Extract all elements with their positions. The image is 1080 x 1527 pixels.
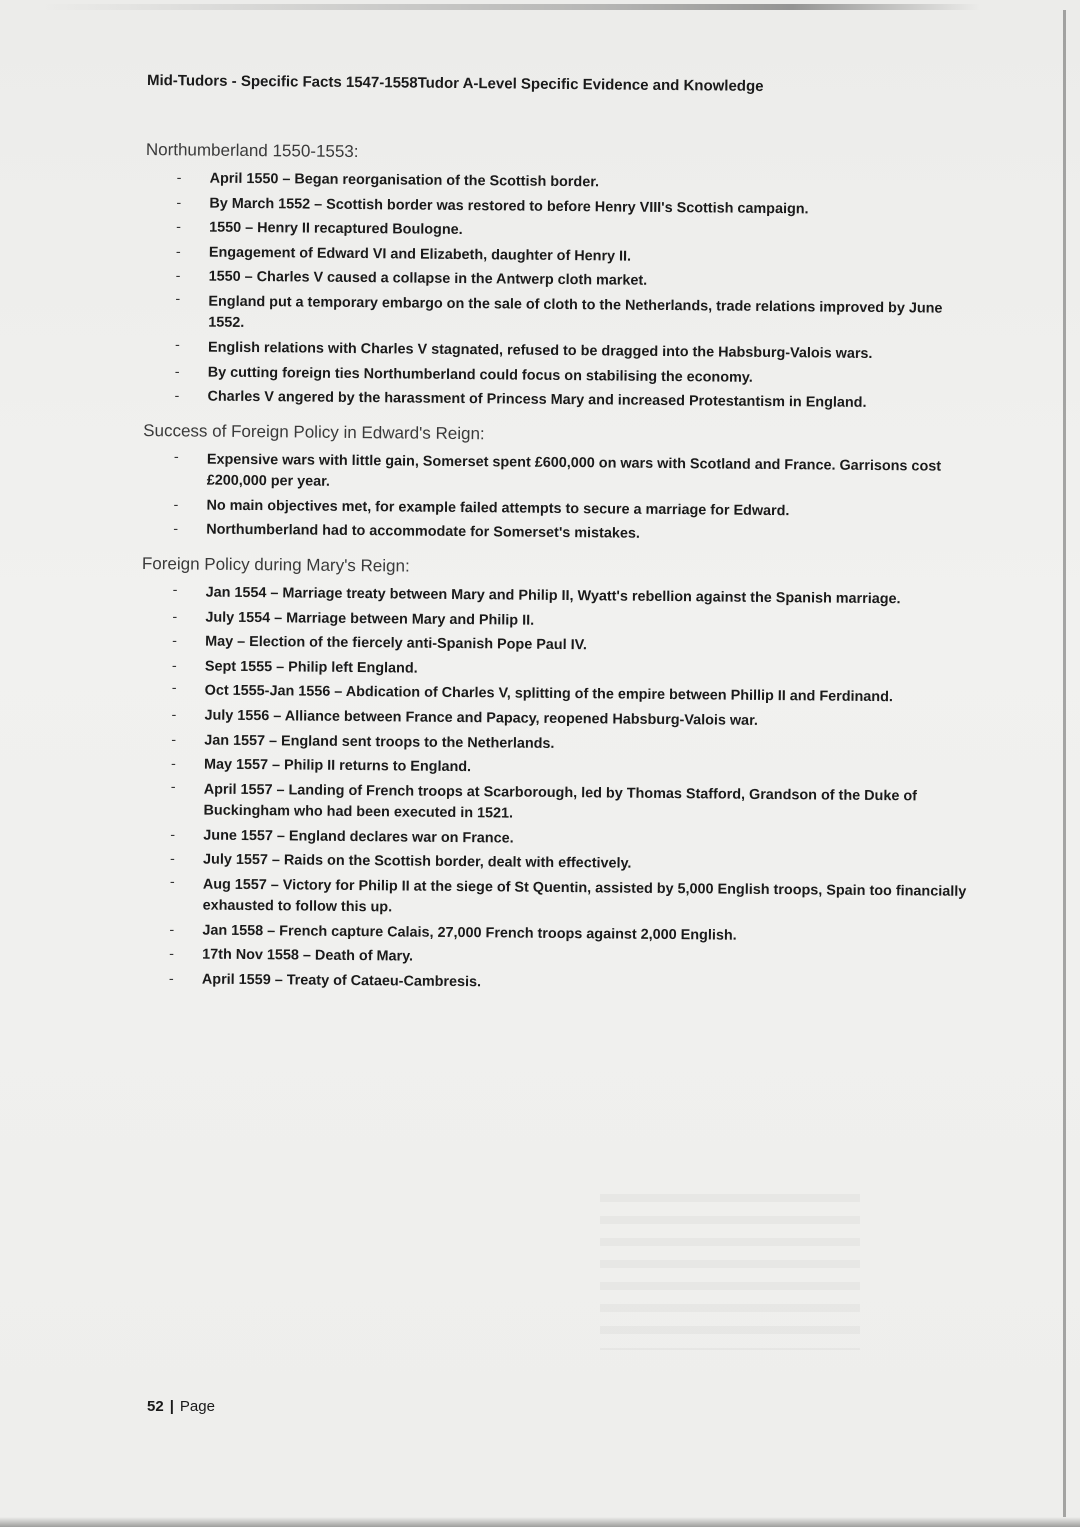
section-title-edward-foreign-policy: Success of Foreign Policy in Edward's Reign: xyxy=(143,420,485,443)
list-item: - No main objectives met, for example failed attempts to secure a marriage for Edward. xyxy=(206,493,972,525)
list-item: - By cutting foreign ties Northumberland could focus on stabilising the economy. xyxy=(208,360,974,392)
section-list-mary-foreign-policy xyxy=(138,579,972,998)
section-title-mary-foreign-policy: Foreign Policy during Mary's Reign: xyxy=(141,553,410,576)
scan-right-edge xyxy=(1063,10,1066,1517)
footer-separator: | xyxy=(169,1398,174,1415)
list-item: - Engagement of Edward VI and Elizabeth, daughter of Henry II. xyxy=(209,240,975,272)
list-item: - English relations with Charles V stagnated, refused to be dragged into the Habsburg-Valois wars. xyxy=(208,335,974,367)
list-item: - April 1550 – Began reorganisation of the Scottish border. xyxy=(210,167,976,199)
list-item: - July 1554 – Marriage between Mary and Philip II. xyxy=(205,605,971,637)
list-item: - Jan 1557 – England sent troops to the Netherlands. xyxy=(204,728,970,760)
document-header: Mid-Tudors - Specific Facts 1547-1558Tudor A-Level Specific Evidence and Knowledge xyxy=(146,72,764,95)
list-item: - Oct 1555-Jan 1556 – Abdication of Charles V, splitting of the empire between Phillip II and Ferdinand. xyxy=(205,679,971,711)
document-body xyxy=(138,140,976,1011)
list-item: - 17th Nov 1558 – Death of Mary. xyxy=(202,943,968,975)
list-item: - July 1557 – Raids on the Scottish border, dealt with effectively. xyxy=(203,848,969,880)
section-title-northumberland: Northumberland 1550-1553: xyxy=(145,140,359,162)
list-item: - Aug 1557 – Victory for Philip II at the siege of St Quentin, assisted by 5,000 English troops, Spain too financially exhausted to follow this up. xyxy=(203,872,969,925)
page-footer xyxy=(147,1398,215,1415)
list-item: - Sept 1555 – Philip left England. xyxy=(205,654,971,686)
page-number: 52 xyxy=(147,1398,164,1415)
list-item: - Charles V angered by the harassment of Princess Mary and increased Protestantism in England. xyxy=(207,385,973,417)
list-item: - 1550 – Henry II recaptured Boulogne. xyxy=(209,216,975,248)
page-label: Page xyxy=(179,1398,215,1415)
scan-top-edge xyxy=(40,4,980,10)
list-item: - July 1556 – Alliance between France and Papacy, reopened Habsburg-Valois war. xyxy=(204,704,970,736)
list-item: - England put a temporary embargo on the sale of cloth to the Netherlands, trade relations improved by June 1552. xyxy=(208,289,974,342)
list-item: - May – Election of the fiercely anti-Spanish Pope Paul IV. xyxy=(205,630,971,662)
section-list-edward-foreign-policy xyxy=(142,446,973,549)
list-item: - Expensive wars with little gain, Somerset spent £600,000 on wars with Scotland and France. Garrisons cost £200,000 per year. xyxy=(207,447,973,500)
scan-bottom-edge xyxy=(0,1517,1080,1527)
list-item: - Northumberland had to accommodate for Somerset's mistakes. xyxy=(206,518,972,550)
list-item: - April 1559 – Treaty of Cataeu-Cambresis. xyxy=(202,967,968,999)
section-list-northumberland xyxy=(143,166,975,416)
list-item: - May 1557 – Philip II returns to England. xyxy=(204,753,970,785)
list-item: - June 1557 – England declares war on France. xyxy=(203,823,969,855)
bleed-through-text xyxy=(600,1180,860,1350)
list-item: - April 1557 – Landing of French troops at Scarborough, led by Thomas Stafford, Grandson of the Duke of Buckingham who had been executed in 1521. xyxy=(203,777,969,830)
list-item: - Jan 1558 – French capture Calais, 27,000 French troops against 2,000 English. xyxy=(202,918,968,950)
list-item: - By March 1552 – Scottish border was restored to before Henry VIII's Scottish campaign. xyxy=(209,191,975,223)
list-item: - 1550 – Charles V caused a collapse in the Antwerp cloth market. xyxy=(209,265,975,297)
list-item: - Jan 1554 – Marriage treaty between Mary and Philip II, Wyatt's rebellion against the Spanish marriage. xyxy=(206,580,972,612)
